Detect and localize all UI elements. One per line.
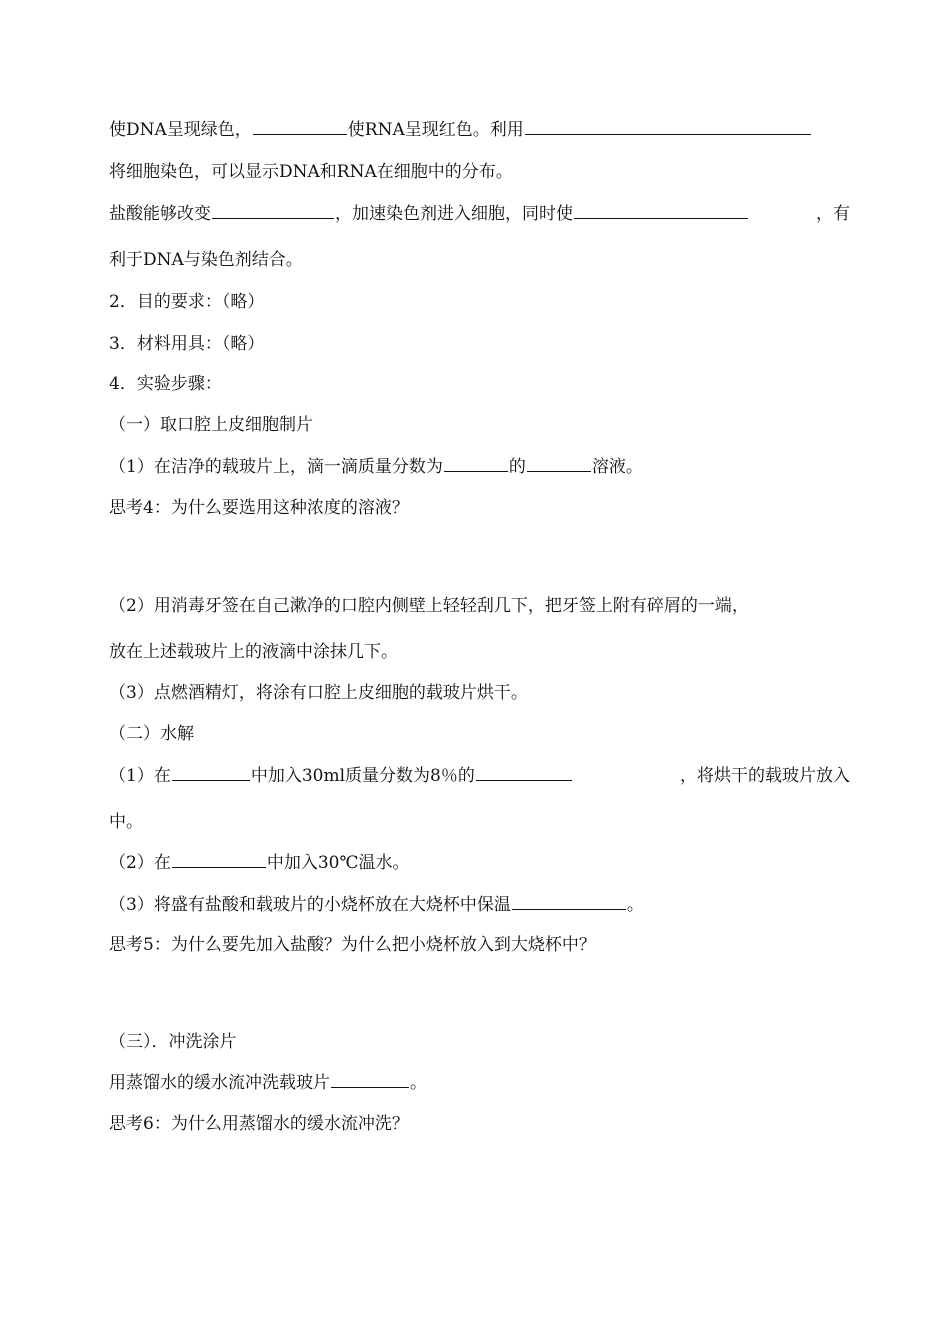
step-2-1 — [109, 764, 850, 788]
text-segment: 中加入30℃温水。 — [266, 853, 410, 873]
fill-blank[interactable] — [172, 764, 250, 781]
step-2-1-cont: 中。 — [109, 812, 143, 832]
fill-blank[interactable] — [525, 118, 811, 135]
text-segment: 。 — [410, 1073, 427, 1093]
step-2-3 — [109, 893, 850, 917]
text-segment: 。 — [626, 895, 644, 915]
fill-blank[interactable] — [444, 455, 508, 472]
text-segment: 盐酸能够改变 — [109, 204, 211, 224]
text-segment: ，加速染色剂进入细胞，同时使 — [335, 204, 573, 224]
step-heading-1: （一）取口腔上皮细胞制片 — [109, 415, 313, 435]
section-materials: 3．材料用具：（略） — [109, 334, 265, 354]
principle-line-3 — [109, 202, 850, 226]
question-5: 思考5：为什么要先加入盐酸？为什么把小烧杯放入到大烧杯中？ — [109, 935, 596, 955]
text-segment: 中加入30ml质量分数为8％的 — [250, 766, 475, 786]
text-segment: ，将烘干的载玻片放入 — [680, 766, 850, 786]
step-1-1 — [109, 455, 850, 479]
question-4: 思考4：为什么要选用这种浓度的溶液？ — [109, 498, 409, 518]
question-6: 思考6：为什么用蒸馏水的缓水流冲洗？ — [109, 1114, 409, 1134]
fill-blank[interactable] — [476, 764, 572, 781]
text-segment: 的 — [508, 457, 526, 477]
text-segment: 使DNA呈现绿色， — [109, 120, 252, 140]
principle-line-4: 利于DNA与染色剂结合。 — [109, 250, 303, 270]
section-steps: 4．实验步骤： — [109, 374, 222, 394]
step-heading-2: （二）水解 — [109, 724, 194, 744]
principle-line-1 — [109, 118, 850, 142]
fill-blank[interactable] — [574, 202, 748, 219]
fill-blank[interactable] — [331, 1071, 409, 1088]
step-3-1 — [109, 1071, 850, 1095]
text-segment: （3）将盛有盐酸和载玻片的小烧杯放在大烧杯中保温 — [109, 895, 511, 915]
text-segment: （1）在 — [109, 766, 171, 786]
text-segment: （2）在 — [109, 853, 171, 873]
text-segment: ，有 — [816, 204, 850, 224]
fill-blank[interactable] — [527, 455, 591, 472]
fill-blank[interactable] — [212, 202, 334, 219]
fill-blank[interactable] — [512, 893, 626, 910]
step-heading-3: （三）．冲洗涂片 — [109, 1032, 237, 1052]
text-segment: 使RNA呈现红色。利用 — [347, 120, 524, 140]
fill-blank[interactable] — [172, 851, 266, 868]
principle-line-2: 将细胞染色，可以显示DNA和RNA在细胞中的分布。 — [109, 162, 513, 182]
step-2-2 — [109, 851, 850, 875]
text-segment: 溶液。 — [591, 457, 643, 477]
text-segment: （1）在洁净的载玻片上，滴一滴质量分数为 — [109, 457, 443, 477]
fill-blank[interactable] — [253, 118, 347, 135]
section-objectives: 2．目的要求：（略） — [109, 292, 265, 312]
step-1-3: （3）点燃酒精灯，将涂有口腔上皮细胞的载玻片烘干。 — [109, 683, 528, 703]
step-1-2-cont: 放在上述载玻片上的液滴中涂抹几下。 — [109, 642, 398, 662]
text-segment: 用蒸馏水的缓水流冲洗载玻片 — [109, 1073, 330, 1093]
step-1-2: （2）用消毒牙签在自己漱净的口腔内侧壁上轻轻刮几下，把牙签上附有碎屑的一端， — [109, 596, 749, 616]
